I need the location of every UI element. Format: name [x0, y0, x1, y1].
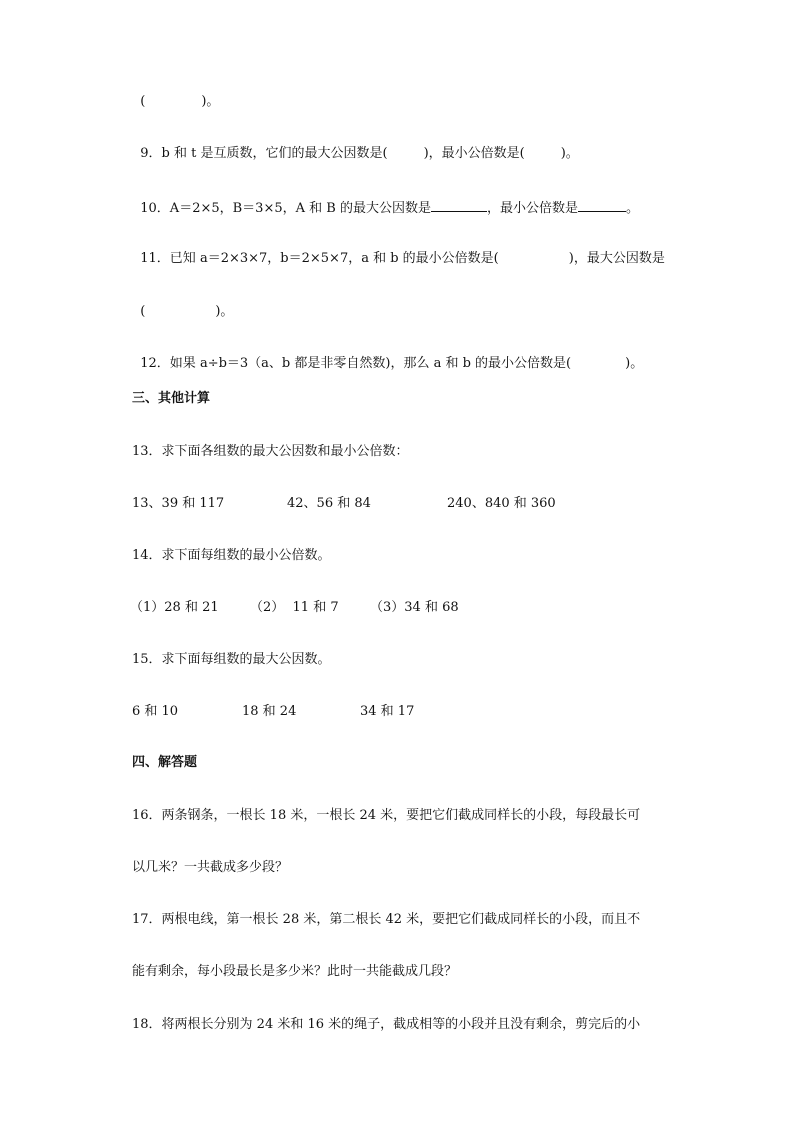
question-15: 15．求下面每组数的最大公因数。	[132, 652, 331, 667]
q15-item-3: 34 和 17	[360, 704, 415, 719]
q11-text-2: )，最大公因数是	[568, 251, 665, 266]
q14-item-2: （2） 11 和 7	[250, 600, 339, 615]
q8-answer-line	[132, 78, 219, 110]
answer-blank[interactable]	[578, 199, 626, 212]
q13-item-2: 42、56 和 84	[287, 496, 371, 511]
q13-items	[132, 496, 652, 512]
question-11-cont	[132, 288, 233, 320]
question-16: 16．两条钢条，一根长 18 米，一根长 24 米，要把它们截成同样长的小段，每段最长可	[132, 808, 641, 823]
question-17: 17．两根电线，第一根长 28 米，第二根长 42 米，要把它们截成同样长的小段，而且不	[132, 912, 641, 927]
paren-open: (	[140, 94, 146, 109]
q13-item-3: 240、840 和 360	[447, 496, 556, 511]
q10-text-1: 10．A＝2×5，B＝3×5，A 和 B 的最大公因数是	[140, 201, 431, 216]
q9-text-3: )。	[560, 146, 579, 161]
question-11	[132, 235, 665, 267]
q9-text-1: 9．b 和 t 是互质数，它们的最大公因数是(	[140, 146, 388, 161]
q13-item-1: 13、39 和 117	[132, 496, 225, 511]
paren-open: (	[140, 304, 146, 319]
answer-blank[interactable]	[431, 199, 487, 212]
question-13: 13．求下面各组数的最大公因数和最小公倍数：	[132, 444, 409, 459]
q10-text-2: ，最小公倍数是	[486, 201, 578, 216]
q15-items	[132, 704, 532, 720]
question-9	[132, 130, 579, 162]
question-18: 18．将两根长分别为 24 米和 16 米的绳子，截成相等的小段并且没有剩余，剪完后的小	[132, 1017, 641, 1032]
section-title: 四、解答题	[132, 755, 198, 770]
paren-close: )。	[201, 94, 220, 109]
q9-text-2: )，最小公倍数是(	[423, 146, 525, 161]
q15-item-1: 6 和 10	[132, 704, 179, 719]
question-10	[132, 183, 639, 217]
q15-item-2: 18 和 24	[242, 704, 297, 719]
q14-items	[132, 600, 552, 616]
q12-text-2: )。	[625, 356, 644, 371]
question-16-cont: 以几米？一共截成多少段？	[132, 860, 289, 875]
question-12	[132, 340, 643, 372]
question-14: 14．求下面每组数的最小公倍数。	[132, 548, 331, 563]
q11-text-1: 11．已知 a＝2×3×7，b＝2×5×7，a 和 b 的最小公倍数是(	[140, 251, 499, 266]
q12-text-1: 12．如果 a÷b＝3（a、b 都是非零自然数)，那么 a 和 b 的最小公倍数是(	[140, 356, 572, 371]
q14-item-3: （3）34 和 68	[370, 600, 459, 615]
q10-text-3: 。	[625, 201, 639, 216]
q14-item-1: （1）28 和 21	[130, 600, 219, 615]
paren-close: )。	[215, 304, 234, 319]
question-17-cont: 能有剩余，每小段最长是多少米？此时一共能截成几段？	[132, 964, 458, 979]
section-title: 三、其他计算	[132, 391, 211, 406]
